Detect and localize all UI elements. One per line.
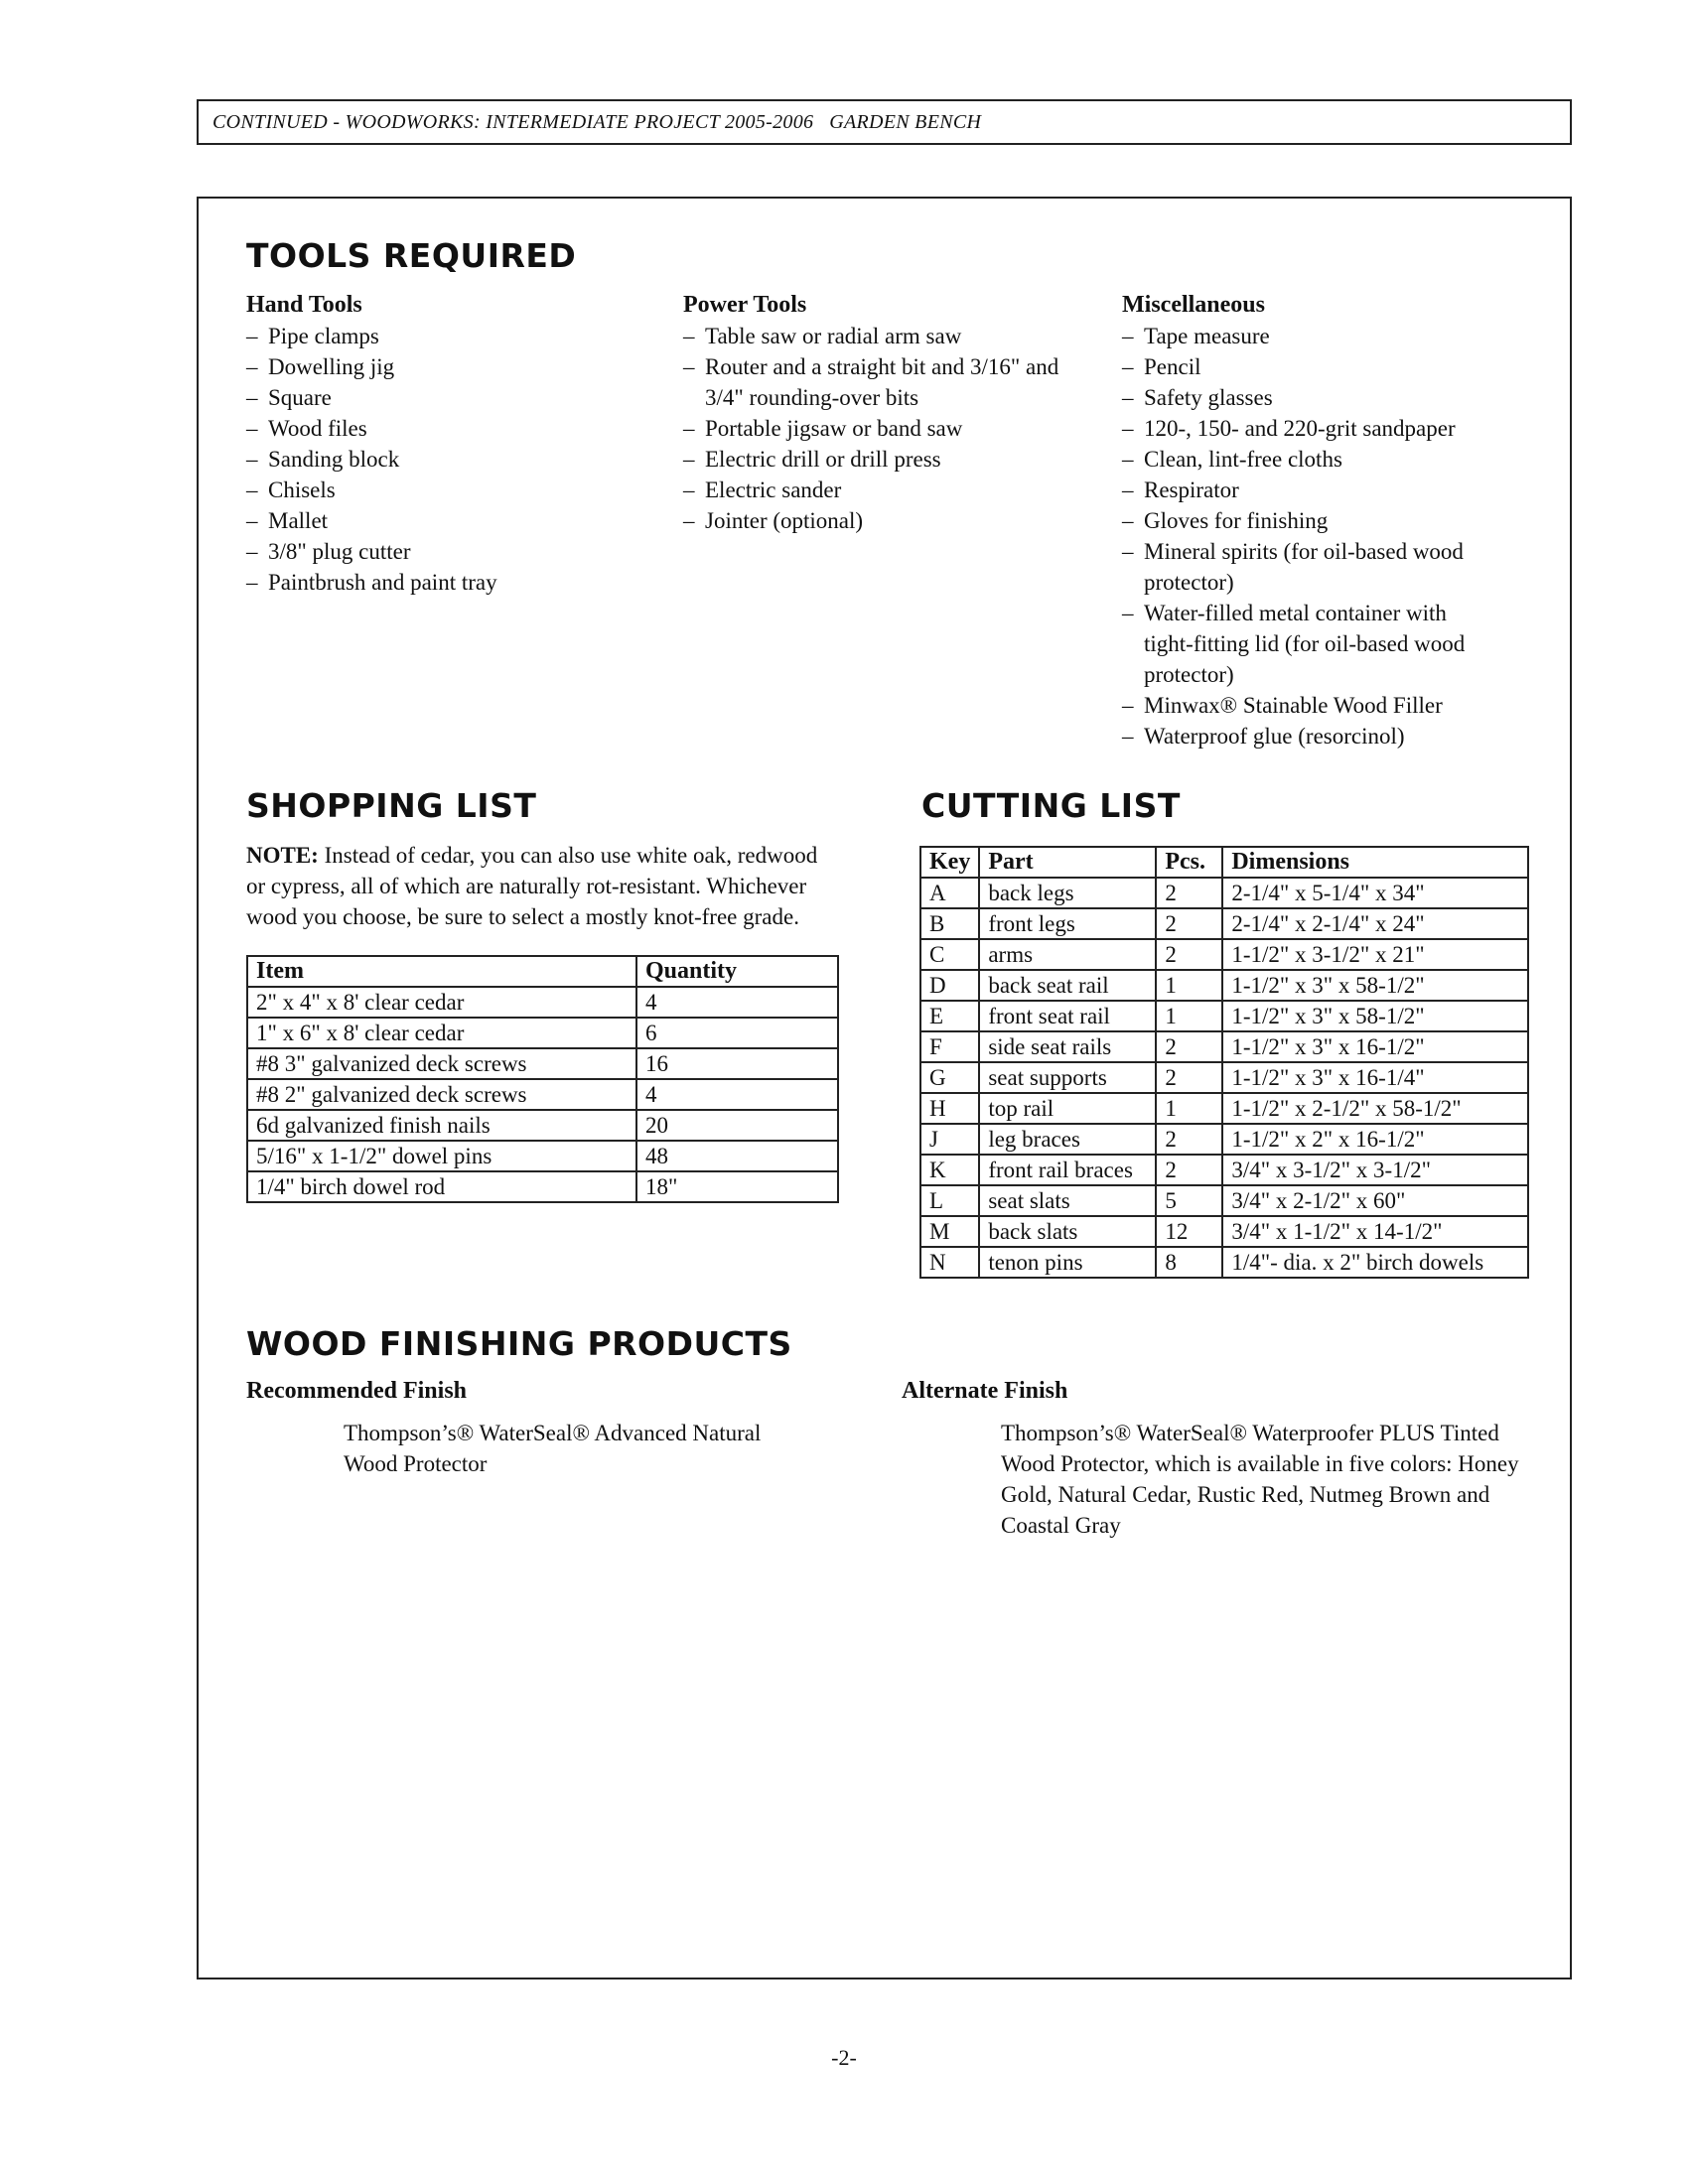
misc-heading: Miscellaneous [1122, 292, 1265, 318]
table-cell: #8 3" galvanized deck screws [247, 1048, 636, 1079]
column-header: Key [920, 847, 979, 878]
column-header: Item [247, 956, 636, 987]
table-cell: 2 [1156, 939, 1222, 970]
shopping-title: SHOPPING LIST [246, 786, 537, 825]
table-cell: seat slats [979, 1185, 1156, 1216]
list-item: – Paintbrush and paint tray [246, 567, 643, 598]
table-cell: 3/4" x 1-1/2" x 14-1/2" [1222, 1216, 1528, 1247]
table-cell: N [920, 1247, 979, 1278]
header-text: CONTINUED - WOODWORKS: INTERMEDIATE PROJECT 2005-2006 GARDEN BENCH [212, 111, 982, 133]
list-item: – Sanding block [246, 444, 643, 475]
table-cell: L [920, 1185, 979, 1216]
table-cell: front rail braces [979, 1155, 1156, 1185]
table-cell: back slats [979, 1216, 1156, 1247]
table-cell: 4 [636, 1079, 838, 1110]
table-row [920, 1031, 1528, 1062]
list-item: – Jointer (optional) [683, 505, 1060, 536]
table-cell: 16 [636, 1048, 838, 1079]
table-cell: 6 [636, 1018, 838, 1048]
table-row [247, 1141, 838, 1171]
page-header [197, 99, 1572, 145]
alternate-finish-heading: Alternate Finish [902, 1378, 1068, 1404]
hand-tools-list [246, 321, 643, 598]
power-tools-column [683, 290, 1060, 536]
table-row [920, 970, 1528, 1001]
table-cell: 2 [1156, 1124, 1222, 1155]
table-cell: 3/4" x 3-1/2" x 3-1/2" [1222, 1155, 1528, 1185]
table-cell: 1-1/2" x 3" x 58-1/2" [1222, 1001, 1528, 1031]
table-cell: 18" [636, 1171, 838, 1202]
list-item: – Dowelling jig [246, 351, 643, 382]
table-cell: front seat rail [979, 1001, 1156, 1031]
table-cell: 1-1/2" x 3" x 16-1/2" [1222, 1031, 1528, 1062]
table-cell: 1/4" birch dowel rod [247, 1171, 636, 1202]
table-cell: 1-1/2" x 3-1/2" x 21" [1222, 939, 1528, 970]
table-cell: J [920, 1124, 979, 1155]
table-cell: 2-1/4" x 5-1/4" x 34" [1222, 878, 1528, 908]
table-row [247, 1171, 838, 1202]
list-item: – Mallet [246, 505, 643, 536]
table-cell: seat supports [979, 1062, 1156, 1093]
list-item: – Tape measure [1122, 321, 1499, 351]
list-item: – Clean, lint-free cloths [1122, 444, 1499, 475]
page-number: -2- [831, 2045, 857, 2070]
table-cell: 1 [1156, 970, 1222, 1001]
shopping-note [246, 840, 842, 932]
list-item: – Respirator [1122, 475, 1499, 505]
table-cell: 5/16" x 1-1/2" dowel pins [247, 1141, 636, 1171]
table-row [920, 1155, 1528, 1185]
table-cell: C [920, 939, 979, 970]
list-item: – Pipe clamps [246, 321, 643, 351]
list-item: – Gloves for finishing [1122, 505, 1499, 536]
note-text: Instead of cedar, you can also use white oak, redwood or cypress, all of which are naturally rot-resistant. Whichever wood you choose, be sure to select a mostly knot-free grade. [246, 843, 818, 929]
table-cell: K [920, 1155, 979, 1185]
table-cell: 5 [1156, 1185, 1222, 1216]
list-item: – Pencil [1122, 351, 1499, 382]
table-cell: 1 [1156, 1001, 1222, 1031]
column-header: Quantity [636, 956, 838, 987]
table-row [920, 908, 1528, 939]
table-cell: 1 [1156, 1093, 1222, 1124]
table-row [247, 987, 838, 1018]
table-row [247, 1079, 838, 1110]
table-cell: 1" x 6" x 8' clear cedar [247, 1018, 636, 1048]
table-cell: G [920, 1062, 979, 1093]
table-cell: 2-1/4" x 2-1/4" x 24" [1222, 908, 1528, 939]
list-item: – Electric sander [683, 475, 1060, 505]
power-tools-heading: Power Tools [683, 292, 807, 318]
table-row [247, 1018, 838, 1048]
table-row [920, 1185, 1528, 1216]
column-header: Pcs. [1156, 847, 1222, 878]
table-cell: 1-1/2" x 2-1/2" x 58-1/2" [1222, 1093, 1528, 1124]
power-tools-list [683, 321, 1060, 536]
hand-tools-heading: Hand Tools [246, 292, 362, 318]
table-row [920, 1247, 1528, 1278]
recommended-finish-text: Thompson’s® WaterSeal® Advanced Natural Wood Protector [344, 1421, 762, 1476]
table-cell: 6d galvanized finish nails [247, 1110, 636, 1141]
list-item: – Square [246, 382, 643, 413]
table-row [920, 1216, 1528, 1247]
list-item: – 3/8" plug cutter [246, 536, 643, 567]
cutting-title: CUTTING LIST [921, 786, 1181, 825]
table-row [920, 1124, 1528, 1155]
table-cell: #8 2" galvanized deck screws [247, 1079, 636, 1110]
table-cell: E [920, 1001, 979, 1031]
table-row [920, 939, 1528, 970]
table-cell: side seat rails [979, 1031, 1156, 1062]
list-item: – Electric drill or drill press [683, 444, 1060, 475]
table-header-row [247, 956, 838, 987]
table-cell: B [920, 908, 979, 939]
table-cell: 48 [636, 1141, 838, 1171]
list-item: – 120-, 150- and 220-grit sandpaper [1122, 413, 1499, 444]
table-cell: 1-1/2" x 3" x 58-1/2" [1222, 970, 1528, 1001]
table-cell: 1/4"- dia. x 2" birch dowels [1222, 1247, 1528, 1278]
table-cell: 12 [1156, 1216, 1222, 1247]
list-item: – Chisels [246, 475, 643, 505]
finishing-title: WOOD FINISHING PRODUCTS [246, 1324, 792, 1363]
shopping-table [246, 955, 839, 1203]
table-row [920, 878, 1528, 908]
table-cell: 1-1/2" x 2" x 16-1/2" [1222, 1124, 1528, 1155]
table-cell: 2 [1156, 908, 1222, 939]
recommended-finish-heading: Recommended Finish [246, 1378, 467, 1404]
table-cell: 1-1/2" x 3" x 16-1/4" [1222, 1062, 1528, 1093]
table-cell: 2 [1156, 1062, 1222, 1093]
table-cell: arms [979, 939, 1156, 970]
table-cell: 2 [1156, 1155, 1222, 1185]
table-cell: D [920, 970, 979, 1001]
list-item: – Wood files [246, 413, 643, 444]
table-cell: H [920, 1093, 979, 1124]
list-item: – Minwax® Stainable Wood Filler [1122, 690, 1499, 721]
table-cell: F [920, 1031, 979, 1062]
list-item: – Safety glasses [1122, 382, 1499, 413]
table-cell: A [920, 878, 979, 908]
table-row [920, 1062, 1528, 1093]
table-cell: top rail [979, 1093, 1156, 1124]
table-cell: leg braces [979, 1124, 1156, 1155]
table-row [247, 1110, 838, 1141]
table-row [247, 1048, 838, 1079]
column-header: Part [979, 847, 1156, 878]
table-cell: back legs [979, 878, 1156, 908]
list-item: – Water-filled metal container with tight-fitting lid (for oil-based wood protector) [1122, 598, 1499, 690]
table-cell: tenon pins [979, 1247, 1156, 1278]
table-header-row [920, 847, 1528, 878]
note-label: NOTE: [246, 843, 319, 868]
table-cell: front legs [979, 908, 1156, 939]
tools-title: TOOLS REQUIRED [246, 236, 577, 275]
table-cell: 2 [1156, 878, 1222, 908]
table-row [920, 1001, 1528, 1031]
table-cell: 20 [636, 1110, 838, 1141]
table-cell: M [920, 1216, 979, 1247]
list-item: – Table saw or radial arm saw [683, 321, 1060, 351]
table-cell: 4 [636, 987, 838, 1018]
list-item: – Router and a straight bit and 3/16" and 3/4" rounding-over bits [683, 351, 1060, 413]
hand-tools-column [246, 290, 643, 598]
misc-column [1122, 290, 1499, 751]
list-item: – Mineral spirits (for oil-based wood protector) [1122, 536, 1499, 598]
misc-list [1122, 321, 1499, 751]
table-cell: 2 [1156, 1031, 1222, 1062]
table-cell: 3/4" x 2-1/2" x 60" [1222, 1185, 1528, 1216]
table-cell: back seat rail [979, 970, 1156, 1001]
list-item: – Waterproof glue (resorcinol) [1122, 721, 1499, 751]
alternate-finish-text: Thompson’s® WaterSeal® Waterproofer PLUS Tinted Wood Protector, which is available in five colors: Honey Gold, Natural Cedar, Rustic Red, Nutmeg Brown and Coastal Gray [1001, 1421, 1519, 1538]
cutting-table [919, 846, 1529, 1279]
table-cell: 2" x 4" x 8' clear cedar [247, 987, 636, 1018]
list-item: – Portable jigsaw or band saw [683, 413, 1060, 444]
table-row [920, 1093, 1528, 1124]
column-header: Dimensions [1222, 847, 1528, 878]
table-cell: 8 [1156, 1247, 1222, 1278]
